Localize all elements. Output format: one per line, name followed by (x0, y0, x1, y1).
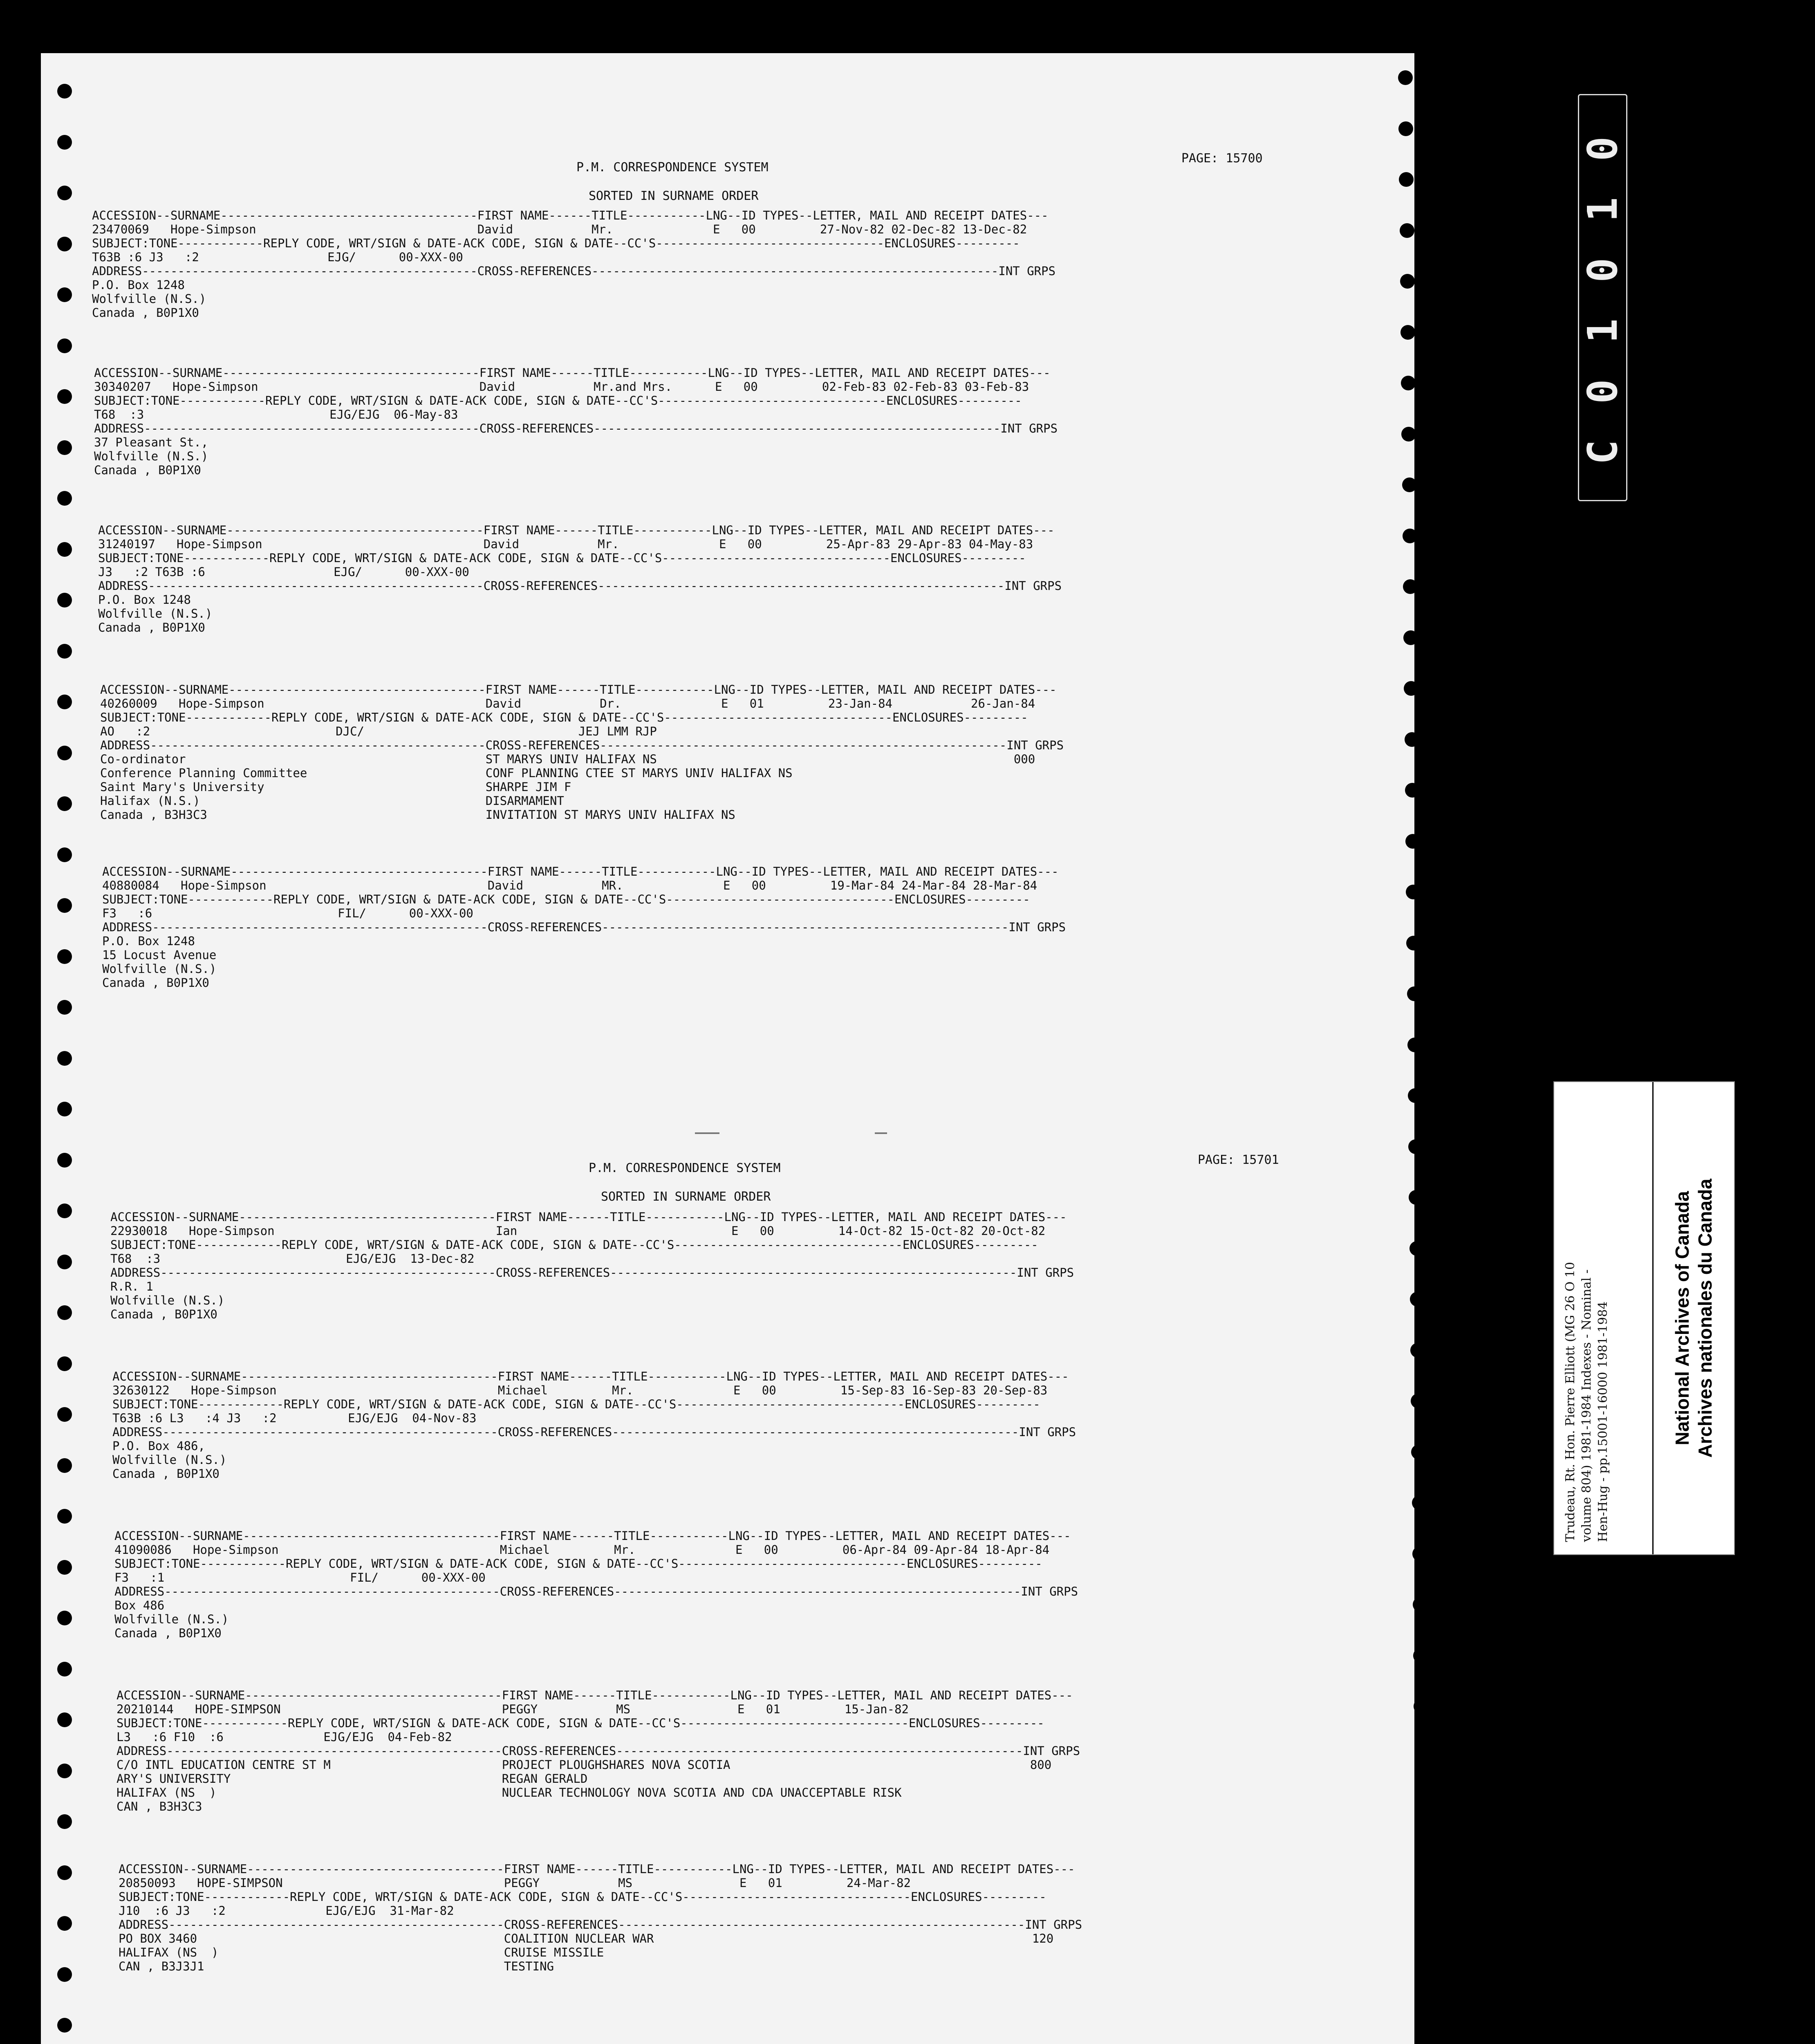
address-line: Canada , B0P1X0 (92, 306, 199, 320)
feed-hole (57, 338, 72, 353)
record-header-line: ADDRESS-----------------------------------------------CROSS-REFERENCES---------------------------------------------------------INT GRPS (117, 1744, 1080, 1758)
address-line: Canada , B0P1X0 (102, 976, 209, 990)
record-header-line: SUBJECT:TONE------------REPLY CODE, WRT/SIGN & DATE-ACK CODE, SIGN & DATE--CC'S--------------------------------ENCLOSURES--------- (117, 1716, 1044, 1730)
address-line: HALIFAX (NS ) CRUISE MISSILE (119, 1945, 604, 1959)
feed-hole (1416, 1954, 1431, 1968)
address-line: R.R. 1 (110, 1280, 153, 1293)
institution-name-en: National Archives of Canada (1672, 1191, 1693, 1446)
feed-hole (57, 1102, 72, 1116)
record-data-line: T68 :3 EJG/EJG 13-Dec-82 (110, 1252, 475, 1266)
address-line: 37 Pleasant St., (94, 435, 208, 449)
feed-hole (57, 593, 72, 607)
record-header-line: ACCESSION--SURNAME------------------------------------FIRST NAME------TITLE-----------LNG--ID TYPES--LETTER, MAIL AND RECEIPT DATES--- (117, 1688, 1073, 1702)
feed-hole (1405, 732, 1419, 747)
feed-hole (57, 644, 72, 659)
feed-hole (57, 389, 72, 404)
record-header-line: ACCESSION--SURNAME------------------------------------FIRST NAME------TITLE-----------LNG--ID TYPES--LETTER, MAIL AND RECEIPT DATES--- (112, 1369, 1069, 1383)
feed-hole (1400, 325, 1415, 340)
record-data-line: 23470069 Hope-Simpson David Mr. E 00 27-Nov-82 02-Dec-82 13-Dec-82 (92, 222, 1027, 236)
feed-hole (57, 1153, 72, 1168)
address-line: P.O. Box 486, (112, 1439, 205, 1453)
feed-hole (1406, 885, 1421, 899)
feed-hole (1403, 630, 1418, 645)
feed-hole (57, 1764, 72, 1778)
label-fonds-description (1554, 1082, 1654, 1554)
record-header-line: ADDRESS-----------------------------------------------CROSS-REFERENCES---------------------------------------------------------INT GRPS (94, 421, 1058, 435)
feed-hole (57, 1204, 72, 1218)
perforation-mark (695, 1132, 719, 1134)
record-data-line: 40880084 Hope-Simpson David MR. E 00 19-Mar-84 24-Mar-84 28-Mar-84 (102, 879, 1037, 892)
record-header-line: ACCESSION--SURNAME------------------------------------FIRST NAME------TITLE-----------LNG--ID TYPES--LETTER, MAIL AND RECEIPT DATES--- (92, 208, 1049, 222)
record-header-line: ADDRESS-----------------------------------------------CROSS-REFERENCES---------------------------------------------------------INT GRPS (92, 264, 1056, 278)
feed-hole (57, 237, 72, 251)
address-line: Canada , B0P1X0 (110, 1307, 217, 1321)
system-title: P.M. CORRESPONDENCE SYSTEM (589, 1161, 781, 1175)
feed-hole (1401, 427, 1416, 442)
feed-hole (57, 440, 72, 455)
address-line: C/O INTL EDUCATION CENTRE ST M PROJECT PLOUGHSHARES NOVA SCOTIA 800 (117, 1758, 1052, 1772)
record-data-line: 41090086 Hope-Simpson Michael Mr. E 00 06-Apr-84 09-Apr-84 18-Apr-84 (114, 1543, 1050, 1557)
feed-hole (1415, 1801, 1430, 1815)
feed-hole (57, 847, 72, 862)
feed-hole (1411, 1445, 1426, 1459)
feed-hole (57, 287, 72, 302)
feed-hole (1398, 70, 1413, 85)
feed-hole (1411, 1394, 1425, 1408)
feed-hole (1414, 1750, 1429, 1765)
address-line: CAN , B3J3J1 TESTING (119, 1959, 554, 1973)
record-data-line: J10 :6 J3 :2 EJG/EJG 31-Mar-82 (119, 1904, 454, 1918)
feed-hole (57, 1305, 72, 1320)
feed-hole (1416, 1903, 1430, 1917)
feed-hole (1417, 2004, 1432, 2019)
feed-hole (1402, 477, 1417, 492)
address-line: Canada , B0P1X0 (94, 463, 201, 477)
record-header-line: SUBJECT:TONE------------REPLY CODE, WRT/SIGN & DATE-ACK CODE, SIGN & DATE--CC'S--------------------------------ENCLOSURES--------- (119, 1890, 1046, 1904)
address-line: Halifax (N.S.) DISARMAMENT (100, 794, 564, 808)
feed-hole (57, 1814, 72, 1829)
record-data-line: 22930018 Hope-Simpson Ian E 00 14-Oct-82 15-Oct-82 20-Oct-82 (110, 1224, 1046, 1238)
feed-hole (57, 186, 72, 200)
feed-hole (57, 1255, 72, 1269)
record-header-line: SUBJECT:TONE------------REPLY CODE, WRT/SIGN & DATE-ACK CODE, SIGN & DATE--CC'S--------------------------------ENCLOSURES--------- (112, 1397, 1040, 1411)
feed-hole (1412, 1495, 1427, 1510)
feed-hole (57, 1712, 72, 1727)
label-institution (1654, 1082, 1734, 1554)
record-data-line: 31240197 Hope-Simpson David Mr. E 00 25-Apr-83 29-Apr-83 04-May-83 (98, 537, 1033, 551)
page-number: PAGE: 15701 (1198, 1153, 1279, 1167)
record-data-line: 40260009 Hope-Simpson David Dr. E 01 23-Jan-84 26-Jan-84 (100, 697, 1035, 710)
record-data-line: F3 :6 FIL/ 00-XXX-00 (102, 906, 473, 920)
printout-page-15700 (41, 53, 1414, 1136)
address-line: P.O. Box 1248 (98, 593, 191, 607)
address-line: Box 486 (114, 1598, 165, 1612)
feed-hole (1400, 223, 1414, 238)
record-data-line: 30340207 Hope-Simpson David Mr.and Mrs. E 00 02-Feb-83 02-Feb-83 03-Feb-83 (94, 380, 1029, 394)
record-data-line: T68 :3 EJG/EJG 06-May-83 (94, 408, 458, 421)
feed-hole (1410, 1343, 1425, 1358)
feed-hole (57, 1356, 72, 1371)
feed-hole (57, 542, 72, 557)
record-header-line: SUBJECT:TONE------------REPLY CODE, WRT/SIGN & DATE-ACK CODE, SIGN & DATE--CC'S--------------------------------ENCLOSURES--------- (102, 892, 1030, 906)
feed-hole (1400, 274, 1415, 289)
sort-title: SORTED IN SURNAME ORDER (601, 1190, 771, 1204)
record-header-line: ADDRESS-----------------------------------------------CROSS-REFERENCES---------------------------------------------------------INT GRPS (98, 579, 1062, 593)
feed-hole (1406, 936, 1421, 950)
archive-label (1553, 1081, 1735, 1555)
sort-title: SORTED IN SURNAME ORDER (589, 189, 759, 203)
address-line: Wolfville (N.S.) (102, 962, 217, 976)
perforation-mark (875, 1132, 887, 1134)
feed-hole (1401, 376, 1416, 390)
record-header-line: ACCESSION--SURNAME------------------------------------FIRST NAME------TITLE-----------LNG--ID TYPES--LETTER, MAIL AND RECEIPT DATES--- (114, 1529, 1071, 1543)
record-header-line: ADDRESS-----------------------------------------------CROSS-REFERENCES---------------------------------------------------------INT GRPS (110, 1266, 1074, 1280)
record-header-line: ADDRESS-----------------------------------------------CROSS-REFERENCES---------------------------------------------------------INT GRPS (119, 1918, 1082, 1932)
feed-hole (1409, 1190, 1423, 1205)
label-line: volume 804) 1981-1984 Indexes - Nominal - (1580, 1269, 1594, 1542)
address-line: ARY'S UNIVERSITY REGAN GERALD (117, 1772, 588, 1786)
address-line: Conference Planning Committee CONF PLANNING CTEE ST MARYS UNIV HALIFAX NS (100, 766, 793, 780)
record-data-line: AO :2 DJC/ JEJ LMM RJP (100, 724, 657, 738)
address-line: Saint Mary's University SHARPE JIM F (100, 780, 571, 794)
record-header-line: SUBJECT:TONE------------REPLY CODE, WRT/SIGN & DATE-ACK CODE, SIGN & DATE--CC'S--------------------------------ENCLOSURES--------- (98, 551, 1026, 565)
feed-hole (1410, 1292, 1425, 1307)
address-line: CAN , B3H3C3 (117, 1800, 202, 1813)
record-header-line: ADDRESS-----------------------------------------------CROSS-REFERENCES---------------------------------------------------------INT GRPS (114, 1585, 1078, 1598)
address-line: P.O. Box 1248 (102, 934, 195, 948)
record-header-line: ADDRESS-----------------------------------------------CROSS-REFERENCES---------------------------------------------------------INT GRPS (112, 1425, 1076, 1439)
record-header-line: ACCESSION--SURNAME------------------------------------FIRST NAME------TITLE-----------LNG--ID TYPES--LETTER, MAIL AND RECEIPT DATES--- (98, 523, 1055, 537)
feed-hole (57, 1458, 72, 1473)
record-header-line: SUBJECT:TONE------------REPLY CODE, WRT/SIGN & DATE-ACK CODE, SIGN & DATE--CC'S--------------------------------ENCLOSURES--------- (92, 236, 1020, 250)
record-header-line: ACCESSION--SURNAME------------------------------------FIRST NAME------TITLE-----------LNG--ID TYPES--LETTER, MAIL AND RECEIPT DATES--- (100, 683, 1057, 697)
record-data-line: L3 :6 F10 :6 EJG/EJG 04-Feb-82 (117, 1730, 452, 1744)
label-line: Trudeau, Rt. Hon. Pierre Elliott (MG 26 O 10 (1563, 1262, 1577, 1542)
feed-hole (1414, 1699, 1428, 1714)
feed-hole (1398, 121, 1413, 136)
feed-hole (57, 1051, 72, 1066)
feed-hole (57, 1611, 72, 1625)
record-header-line: SUBJECT:TONE------------REPLY CODE, WRT/SIGN & DATE-ACK CODE, SIGN & DATE--CC'S--------------------------------ENCLOSURES--------- (114, 1557, 1042, 1571)
feed-hole (57, 1000, 72, 1015)
record-header-line: ACCESSION--SURNAME------------------------------------FIRST NAME------TITLE-----------LNG--ID TYPES--LETTER, MAIL AND RECEIPT DATES--- (102, 865, 1059, 879)
feed-hole (1405, 783, 1420, 798)
feed-hole (57, 1916, 72, 1931)
record-data-line: 20850093 HOPE-SIMPSON PEGGY MS E 01 24-Mar-82 (119, 1876, 911, 1890)
address-line: Canada , B3H3C3 INVITATION ST MARYS UNIV HALIFAX NS (100, 808, 735, 822)
address-line: Wolfville (N.S.) (94, 449, 208, 463)
address-line: Canada , B0P1X0 (98, 621, 205, 634)
record-header-line: ADDRESS-----------------------------------------------CROSS-REFERENCES---------------------------------------------------------INT GRPS (102, 920, 1066, 934)
feed-hole (57, 796, 72, 811)
feed-hole (1404, 681, 1418, 696)
feed-hole (1408, 1088, 1423, 1103)
address-line: Canada , B0P1X0 (114, 1626, 222, 1640)
feed-hole (57, 1560, 72, 1575)
feed-hole (57, 1967, 72, 1982)
record-header-line: ACCESSION--SURNAME------------------------------------FIRST NAME------TITLE-----------LNG--ID TYPES--LETTER, MAIL AND RECEIPT DATES--- (119, 1862, 1075, 1876)
microfilm-frame-number (1578, 94, 1627, 501)
record-header-line: ADDRESS-----------------------------------------------CROSS-REFERENCES---------------------------------------------------------INT GRPS (100, 738, 1064, 752)
record-header-line: SUBJECT:TONE------------REPLY CODE, WRT/SIGN & DATE-ACK CODE, SIGN & DATE--CC'S--------------------------------ENCLOSURES--------- (94, 394, 1022, 408)
page-number: PAGE: 15700 (1181, 151, 1263, 166)
feed-hole (57, 2018, 72, 2033)
printout-sheet (41, 53, 1414, 2044)
address-line: PO BOX 3460 COALITION NUCLEAR WAR 120 (119, 1932, 1054, 1945)
feed-hole (1413, 1597, 1427, 1612)
address-line: Co-ordinator ST MARYS UNIV HALIFAX NS 000 (100, 752, 1035, 766)
feed-hole (57, 1407, 72, 1422)
feed-hole (57, 1865, 72, 1880)
feed-hole (1408, 1139, 1423, 1154)
address-line: 15 Locust Avenue (102, 948, 217, 962)
feed-hole (1403, 579, 1418, 594)
label-line: Hen-Hug - pp.15001-16000 1981-1984 (1596, 1301, 1610, 1542)
feed-hole (1403, 529, 1417, 543)
address-line: Wolfville (N.S.) (112, 1453, 227, 1467)
record-data-line: T63B :6 L3 :4 J3 :2 EJG/EJG 04-Nov-83 (112, 1411, 477, 1425)
feed-hole (57, 84, 72, 99)
address-line: HALIFAX (NS ) NUCLEAR TECHNOLOGY NOVA SCOTIA AND CDA UNACCEPTABLE RISK (117, 1786, 902, 1800)
feed-hole (1412, 1546, 1427, 1561)
feed-hole (1413, 1648, 1428, 1663)
record-header-line: SUBJECT:TONE------------REPLY CODE, WRT/SIGN & DATE-ACK CODE, SIGN & DATE--CC'S--------------------------------ENCLOSURES--------- (100, 710, 1028, 724)
record-header-line: ACCESSION--SURNAME------------------------------------FIRST NAME------TITLE-----------LNG--ID TYPES--LETTER, MAIL AND RECEIPT DATES--- (94, 366, 1051, 380)
feed-hole (57, 1662, 72, 1676)
address-line: Wolfville (N.S.) (114, 1612, 229, 1626)
institution-name-fr: Archives nationales du Canada (1694, 1179, 1716, 1458)
record-data-line: J3 :2 T63B :6 EJG/ 00-XXX-00 (98, 565, 469, 579)
address-line: Wolfville (N.S.) (110, 1293, 225, 1307)
address-line: P.O. Box 1248 (92, 278, 185, 292)
record-header-line: ACCESSION--SURNAME------------------------------------FIRST NAME------TITLE-----------LNG--ID TYPES--LETTER, MAIL AND RECEIPT DATES--- (110, 1210, 1067, 1224)
feed-hole (57, 695, 72, 709)
feed-hole (57, 1509, 72, 1524)
printout-page-15701 (41, 1149, 1414, 2044)
record-data-line: 20210144 HOPE-SIMPSON PEGGY MS E 01 15-Jan-82 (117, 1702, 909, 1716)
system-title: P.M. CORRESPONDENCE SYSTEM (576, 160, 769, 175)
record-data-line: F3 :1 FIL/ 00-XXX-00 (114, 1571, 486, 1585)
feed-hole (1407, 986, 1422, 1001)
record-data-line: T63B :6 J3 :2 EJG/ 00-XXX-00 (92, 250, 463, 264)
address-line: Wolfville (N.S.) (98, 607, 213, 621)
feed-hole (1415, 1852, 1430, 1867)
frame-number-text: C 0 1 0 1 0 (1579, 130, 1627, 465)
feed-hole (57, 746, 72, 760)
address-line: Canada , B0P1X0 (112, 1467, 220, 1481)
record-header-line: SUBJECT:TONE------------REPLY CODE, WRT/SIGN & DATE-ACK CODE, SIGN & DATE--CC'S--------------------------------ENCLOSURES--------- (110, 1238, 1038, 1252)
address-line: Wolfville (N.S.) (92, 292, 206, 306)
feed-hole (1409, 1241, 1424, 1256)
record-data-line: 32630122 Hope-Simpson Michael Mr. E 00 15-Sep-83 16-Sep-83 20-Sep-83 (112, 1383, 1048, 1397)
feed-hole (1407, 1038, 1422, 1052)
feed-hole (57, 491, 72, 506)
feed-hole (57, 898, 72, 913)
feed-hole (1405, 834, 1420, 849)
feed-hole (57, 949, 72, 964)
feed-hole (57, 135, 72, 150)
